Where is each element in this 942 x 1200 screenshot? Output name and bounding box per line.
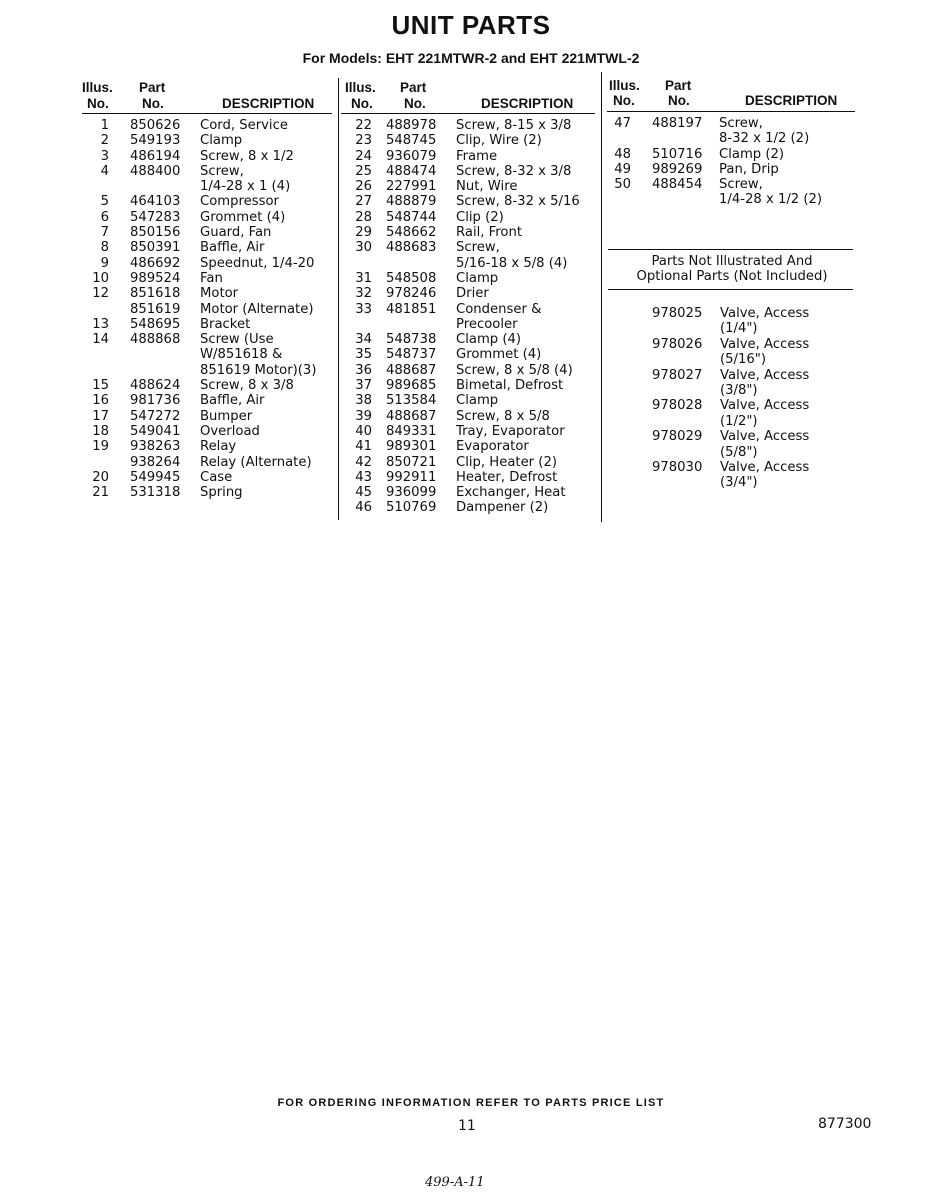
part-number: 488879 — [386, 194, 437, 210]
part-description: Screw, — [456, 240, 500, 256]
header-rule — [341, 113, 595, 114]
illus-number: 41 — [355, 439, 372, 455]
part-description: Dampener (2) — [456, 500, 549, 516]
part-no-header: No. — [668, 93, 690, 108]
optional-part-size: (3/4") — [720, 475, 758, 491]
page-title: UNIT PARTS — [391, 10, 551, 40]
page-number: 11 — [458, 1118, 476, 1134]
table-row — [341, 179, 595, 194]
part-description: Evaporator — [456, 439, 529, 455]
optional-part-description: Valve, Access — [720, 429, 810, 445]
table-row — [341, 271, 595, 286]
illus-number: 27 — [355, 194, 372, 210]
illus-number: 8 — [100, 240, 109, 256]
part-number: 488683 — [386, 240, 437, 256]
table-row — [341, 302, 595, 317]
optional-part-description: Valve, Access — [720, 306, 810, 321]
part-number: 488474 — [386, 163, 437, 179]
part-description: Bracket — [200, 316, 251, 332]
part-number: 938263 — [130, 439, 181, 455]
handwritten-note: 499-A-11 — [425, 1175, 485, 1190]
part-number: 531318 — [130, 485, 181, 501]
part-description: Drier — [456, 286, 489, 302]
optional-part-size: (5/16") — [720, 352, 766, 368]
part-description: Bumper — [200, 408, 253, 424]
part-number: 488454 — [652, 177, 703, 193]
illus-header: Illus. — [609, 78, 640, 93]
illus-number: 37 — [355, 378, 372, 394]
part-number: 989685 — [386, 378, 437, 394]
table-row — [341, 133, 595, 148]
table-row — [82, 378, 332, 393]
part-description: Case — [200, 469, 233, 485]
illus-number: 49 — [614, 161, 631, 177]
illus-number: 43 — [355, 469, 372, 485]
table-row — [82, 133, 332, 148]
column-divider — [601, 72, 602, 522]
table-row — [341, 332, 595, 347]
header-rule — [607, 111, 855, 112]
part-description: Screw, 8 x 3/8 — [200, 378, 294, 394]
part-number: 488687 — [386, 408, 437, 424]
part-description: Motor (Alternate) — [200, 301, 314, 317]
part-number: 510716 — [652, 146, 703, 162]
illus-number: 30 — [355, 240, 372, 256]
part-number: 548744 — [386, 209, 437, 225]
optional-part-description: Valve, Access — [720, 398, 810, 414]
parts-list — [82, 114, 332, 500]
table-row — [82, 210, 332, 225]
part-number: 488868 — [130, 332, 181, 348]
part-description: Screw, 8 x 5/8 — [456, 408, 550, 424]
part-number: 989301 — [386, 439, 437, 455]
illus-number: 47 — [614, 116, 631, 131]
part-description: Baffle, Air — [200, 393, 265, 409]
illus-number: 48 — [614, 146, 631, 162]
part-description: Clamp — [456, 270, 499, 286]
column-header — [341, 78, 595, 114]
table-row — [82, 225, 332, 240]
section-rule — [608, 289, 853, 290]
table-row — [607, 147, 855, 162]
optional-part-number: 978025 — [652, 306, 703, 321]
part-description: Motor — [200, 286, 239, 302]
part-description: Relay — [200, 439, 237, 455]
optional-part-number: 978029 — [652, 429, 703, 445]
part-number: 486692 — [130, 255, 181, 271]
part-header: Part — [139, 80, 166, 95]
table-row — [341, 455, 595, 470]
table-row — [82, 118, 332, 133]
part-number: 851619 — [130, 301, 181, 317]
table-row — [82, 363, 332, 378]
optional-part-size: (1/4") — [720, 321, 758, 337]
part-description: Screw, 8-15 x 3/8 — [456, 118, 572, 133]
part-description: Tray, Evaporator — [456, 423, 565, 439]
part-description: Rail, Front — [456, 225, 523, 241]
illus-number: 33 — [355, 301, 372, 317]
part-description: 1/4-28 x 1/2 (2) — [719, 192, 823, 208]
table-row — [341, 363, 595, 378]
not-illustrated-heading — [604, 254, 860, 284]
illus-number: 4 — [100, 163, 109, 179]
illus-number: 26 — [355, 179, 372, 195]
illus-number: 1 — [100, 118, 109, 133]
illus-number: 20 — [92, 469, 109, 485]
table-row — [341, 409, 595, 424]
part-number: 227991 — [386, 179, 437, 195]
illus-number: 17 — [92, 408, 109, 424]
illus-number: 18 — [92, 423, 109, 439]
illus-number: 32 — [355, 286, 372, 302]
illus-number: 29 — [355, 225, 372, 241]
part-description: 5/16-18 x 5/8 (4) — [456, 255, 568, 271]
parts-list — [341, 114, 595, 516]
part-number: 548745 — [386, 133, 437, 149]
part-number: 851618 — [130, 286, 181, 302]
part-number: 936079 — [386, 148, 437, 164]
parts-column-2 — [341, 78, 595, 516]
part-number: 992911 — [386, 469, 437, 485]
part-description: Precooler — [456, 316, 518, 332]
part-description: 1/4-28 x 1 (4) — [200, 179, 291, 195]
table-row — [341, 149, 595, 164]
ordering-info: FOR ORDERING INFORMATION REFER TO PARTS PRICE LIST — [277, 1097, 665, 1109]
column-header — [82, 78, 332, 114]
document-number: 877300 — [818, 1116, 872, 1132]
part-number: 488687 — [386, 362, 437, 378]
illus-number: 2 — [100, 133, 109, 149]
column-header — [607, 78, 855, 112]
illus-number: 22 — [355, 118, 372, 133]
part-description: Fan — [200, 270, 223, 286]
table-row — [341, 194, 595, 209]
parts-column-1 — [82, 78, 332, 500]
part-description: Clip, Wire (2) — [456, 133, 542, 149]
table-row — [82, 317, 332, 332]
table-row — [341, 347, 595, 362]
illus-number: 28 — [355, 209, 372, 225]
part-header: Part — [400, 80, 427, 95]
description-header: DESCRIPTION — [222, 96, 315, 111]
illus-number: 40 — [355, 423, 372, 439]
part-description: W/851618 & — [200, 347, 283, 363]
illus-no-header: No. — [613, 93, 635, 108]
optional-part-number: 978026 — [652, 336, 703, 352]
illus-number: 3 — [100, 148, 109, 164]
table-row — [341, 424, 595, 439]
table-row — [341, 225, 595, 240]
table-row — [82, 194, 332, 209]
illus-header: Illus. — [345, 80, 376, 95]
part-description: Spring — [200, 485, 243, 501]
part-description: Screw, — [200, 163, 244, 179]
part-description: Cord, Service — [200, 118, 288, 133]
illus-no-header: No. — [87, 96, 109, 111]
part-description: Screw, 8-32 x 3/8 — [456, 163, 572, 179]
part-number: 548738 — [386, 332, 437, 348]
part-number: 510769 — [386, 500, 437, 516]
part-description: Grommet (4) — [456, 347, 542, 363]
illus-number: 24 — [355, 148, 372, 164]
table-row — [82, 271, 332, 286]
optional-part-number: 978028 — [652, 398, 703, 414]
illus-number: 15 — [92, 378, 109, 394]
part-number: 849331 — [386, 423, 437, 439]
part-header: Part — [665, 78, 692, 93]
part-description: 8-32 x 1/2 (2) — [719, 131, 810, 147]
optional-part-number: 978027 — [652, 367, 703, 383]
part-description: Nut, Wire — [456, 179, 518, 195]
optional-part-size: (1/2") — [720, 413, 758, 429]
table-row — [341, 164, 595, 179]
table-row — [341, 393, 595, 408]
table-row — [341, 470, 595, 485]
table-row — [607, 116, 855, 131]
part-description: Clip (2) — [456, 209, 504, 225]
part-number: 547272 — [130, 408, 181, 424]
column-divider — [338, 78, 339, 520]
illus-number: 5 — [100, 194, 109, 210]
part-no-header: No. — [142, 96, 164, 111]
optional-part-description: Valve, Access — [720, 367, 810, 383]
table-row — [82, 179, 332, 194]
table-row — [341, 256, 595, 271]
table-row — [341, 317, 595, 332]
illus-number: 31 — [355, 270, 372, 286]
illus-number: 50 — [614, 177, 631, 193]
table-row — [341, 240, 595, 255]
illus-number: 36 — [355, 362, 372, 378]
part-number: 850626 — [130, 118, 181, 133]
part-number: 548508 — [386, 270, 437, 286]
part-number: 850721 — [386, 454, 437, 470]
part-number: 548662 — [386, 225, 437, 241]
part-description: 851619 Motor)(3) — [200, 362, 317, 378]
part-description: Frame — [456, 148, 498, 164]
part-description: Clip, Heater (2) — [456, 454, 557, 470]
table-row — [341, 378, 595, 393]
illus-number: 25 — [355, 163, 372, 179]
illus-number: 21 — [92, 485, 109, 501]
part-number: 989524 — [130, 270, 181, 286]
part-description: Exchanger, Heat — [456, 485, 566, 501]
table-row — [82, 485, 332, 500]
illus-number: 45 — [355, 485, 372, 501]
part-number: 549193 — [130, 133, 181, 149]
illus-number: 38 — [355, 393, 372, 409]
not-illustrated-heading-line-2: Optional Parts (Not Included) — [636, 269, 828, 284]
illus-no-header: No. — [351, 96, 373, 111]
part-number: 549041 — [130, 423, 181, 439]
part-description: Overload — [200, 423, 260, 439]
part-number: 981736 — [130, 393, 181, 409]
part-number: 488978 — [386, 118, 437, 133]
illus-number: 10 — [92, 270, 109, 286]
optional-part-description: Valve, Access — [720, 460, 810, 475]
part-number: 547283 — [130, 209, 181, 225]
illus-number: 13 — [92, 316, 109, 332]
table-row — [82, 256, 332, 271]
table-row — [82, 393, 332, 408]
illus-number: 7 — [100, 225, 109, 241]
part-description: Screw (Use — [200, 332, 274, 348]
illus-header: Illus. — [82, 80, 113, 95]
table-row — [341, 118, 595, 133]
part-number: 850156 — [130, 225, 181, 241]
part-number: 486194 — [130, 148, 181, 164]
part-number: 936099 — [386, 485, 437, 501]
table-row — [341, 439, 595, 454]
illus-number: 46 — [355, 500, 372, 516]
not-illustrated-heading-line-1: Parts Not Illustrated And — [651, 254, 813, 269]
part-description: Speednut, 1/4-20 — [200, 255, 315, 271]
table-row — [82, 164, 332, 179]
part-number: 938264 — [130, 454, 181, 470]
part-number: 548695 — [130, 316, 181, 332]
part-description: Screw, 8-32 x 5/16 — [456, 194, 580, 210]
part-description: Clamp (4) — [456, 332, 522, 348]
part-description: Condenser & — [456, 301, 542, 317]
table-row — [82, 286, 332, 301]
table-row — [82, 409, 332, 424]
table-row — [341, 485, 595, 500]
section-rule — [608, 249, 853, 250]
table-row — [82, 302, 332, 317]
part-number: 989269 — [652, 161, 703, 177]
description-header: DESCRIPTION — [481, 96, 574, 111]
part-description: Pan, Drip — [719, 161, 779, 177]
part-description: Clamp — [200, 133, 243, 149]
optional-part-size: (5/8") — [720, 444, 758, 460]
part-description: Screw, — [719, 177, 763, 193]
table-row — [341, 286, 595, 301]
illus-number: 34 — [355, 332, 372, 348]
table-row — [82, 347, 332, 362]
part-description: Screw, — [719, 116, 763, 131]
table-row — [82, 149, 332, 164]
description-header: DESCRIPTION — [745, 93, 838, 108]
illus-number: 14 — [92, 332, 109, 348]
illus-number: 9 — [100, 255, 109, 271]
part-number: 488400 — [130, 163, 181, 179]
part-description: Bimetal, Defrost — [456, 378, 564, 394]
table-row — [82, 455, 332, 470]
illus-number: 23 — [355, 133, 372, 149]
illus-number: 42 — [355, 454, 372, 470]
optional-part-size: (3/8") — [720, 383, 758, 398]
part-number: 464103 — [130, 194, 181, 210]
part-description: Compressor — [200, 194, 279, 210]
table-row — [607, 131, 855, 146]
part-description: Clamp (2) — [719, 146, 785, 162]
parts-column-3 — [607, 78, 855, 208]
illus-number: 39 — [355, 408, 372, 424]
part-description: Baffle, Air — [200, 240, 265, 256]
part-number: 481851 — [386, 301, 437, 317]
part-description: Screw, 8 x 5/8 (4) — [456, 362, 573, 378]
model-subtitle: For Models: EHT 221MTWR-2 and EHT 221MTWL-2 — [302, 50, 640, 66]
table-row — [82, 470, 332, 485]
illus-number: 35 — [355, 347, 372, 363]
part-description: Relay (Alternate) — [200, 454, 312, 470]
table-row — [607, 192, 855, 207]
part-number: 488624 — [130, 378, 181, 394]
part-no-header: No. — [404, 96, 426, 111]
part-description: Screw, 8 x 1/2 — [200, 148, 294, 164]
illus-number: 6 — [100, 209, 109, 225]
parts-list — [607, 112, 855, 208]
optional-part-number: 978030 — [652, 460, 703, 475]
table-row — [82, 439, 332, 454]
table-row — [607, 177, 855, 192]
part-description: Guard, Fan — [200, 225, 272, 241]
table-row — [341, 500, 595, 515]
table-row — [82, 332, 332, 347]
table-row — [82, 240, 332, 255]
table-row — [341, 210, 595, 225]
part-number: 548737 — [386, 347, 437, 363]
part-description: Clamp — [456, 393, 499, 409]
part-number: 978246 — [386, 286, 437, 302]
table-row — [82, 424, 332, 439]
optional-part-description: Valve, Access — [720, 336, 810, 352]
header-rule — [82, 113, 332, 114]
part-description: Heater, Defrost — [456, 469, 558, 485]
illus-number: 19 — [92, 439, 109, 455]
part-number: 513584 — [386, 393, 437, 409]
part-number: 850391 — [130, 240, 181, 256]
part-description: Grommet (4) — [200, 209, 286, 225]
table-row — [607, 162, 855, 177]
illus-number: 16 — [92, 393, 109, 409]
illus-number: 12 — [92, 286, 109, 302]
part-number: 549945 — [130, 469, 181, 485]
part-number: 488197 — [652, 116, 703, 131]
